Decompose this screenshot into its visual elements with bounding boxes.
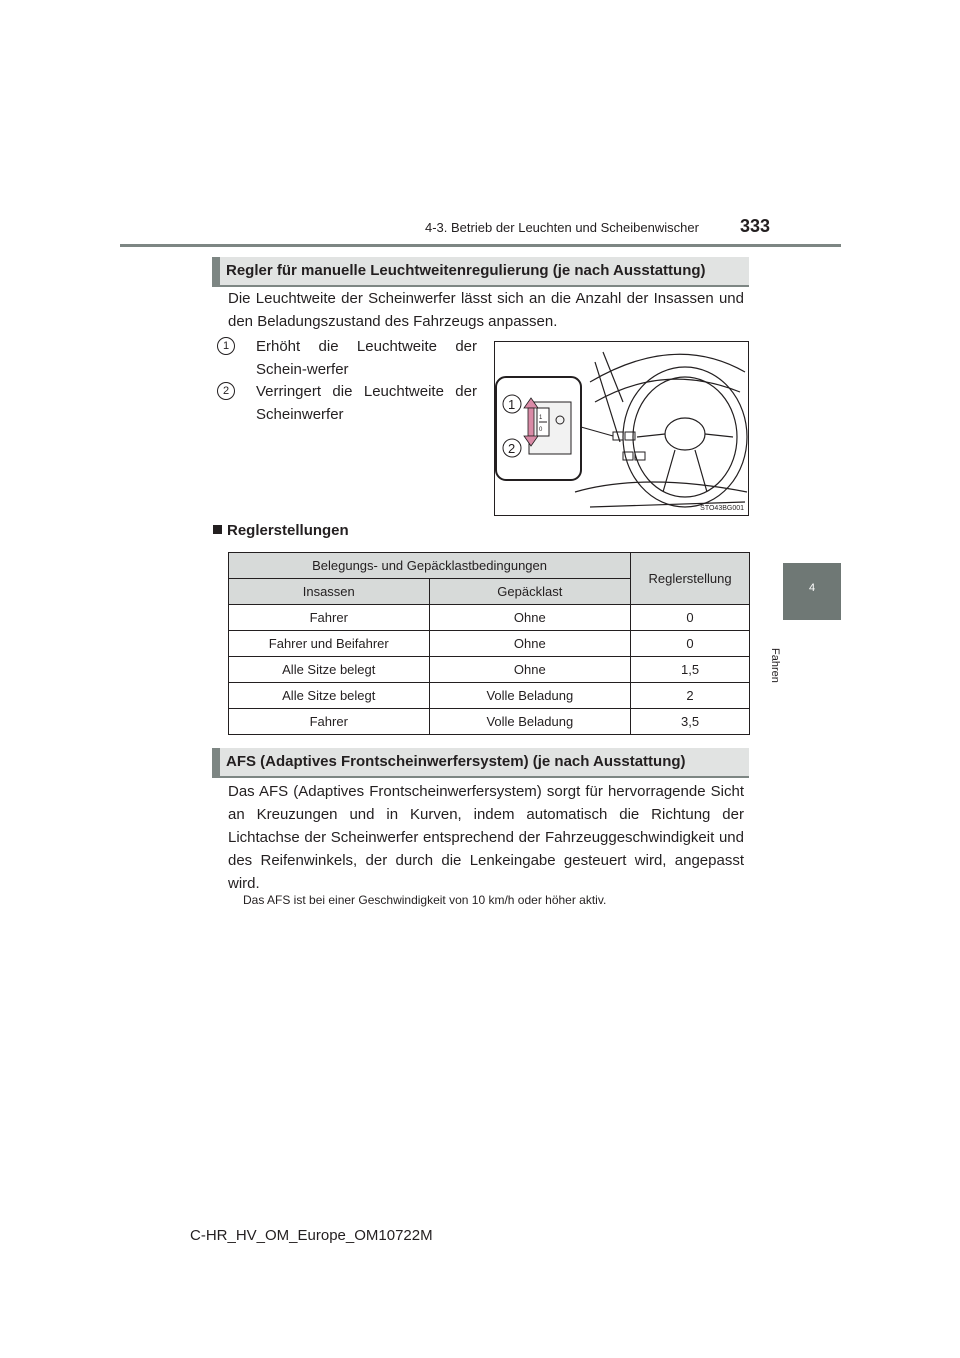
- chapter-number: 4: [808, 582, 816, 594]
- document-code: C-HR_HV_OM_Europe_OM10722M: [190, 1227, 433, 1244]
- cell-load: Ohne: [429, 605, 631, 631]
- section-heading-afs: [212, 748, 749, 778]
- table-row: [229, 709, 750, 735]
- cell-setting: 0: [631, 631, 750, 657]
- table-row: [229, 657, 750, 683]
- chapter-label: Fahren: [769, 648, 781, 683]
- table-row: [229, 683, 750, 709]
- table-row: [229, 605, 750, 631]
- heading-accent: [212, 257, 220, 287]
- cell-setting: 3,5: [631, 709, 750, 735]
- cell-setting: 0: [631, 605, 750, 631]
- dashboard-figure: [494, 341, 749, 516]
- afs-note: Das AFS ist bei einer Geschwindigkeit von 10 km/h oder höher aktiv.: [243, 893, 607, 907]
- cell-occupants: Alle Sitze belegt: [229, 683, 430, 709]
- cell-setting: 2: [631, 683, 750, 709]
- cell-occupants: Fahrer: [229, 709, 430, 735]
- cell-load: Ohne: [429, 631, 631, 657]
- figure-label-1: 1: [508, 397, 516, 412]
- section-breadcrumb: 4-3. Betrieb der Leuchten und Scheibenwischer: [425, 220, 699, 235]
- item-1-text: Erhöht die Leuchtweite der Schein-werfer: [256, 338, 477, 378]
- heading-accent: [212, 748, 220, 778]
- square-bullet-icon: [213, 525, 222, 534]
- marker-2: 2: [217, 382, 235, 400]
- dial-mark-top: 1: [539, 415, 543, 421]
- cell-load: Volle Beladung: [429, 709, 631, 735]
- afs-paragraph: Das AFS (Adaptives Frontscheinwerfersystem) sorgt für hervorragende Sicht an Kreuzungen und in Kurven, indem automatisch die Richtung der Lichtachse der Scheinwerfer entsprechend der Fahrzeuggeschwindigkeit und des Reifenwinkels, der durch die Lenkeingabe gesteuert wird, angepasst wird.: [228, 783, 744, 892]
- subheading: [213, 522, 349, 539]
- table-row: [229, 631, 750, 657]
- item-2-text: Verringert die Leuchtweite der Scheinwerfer: [256, 383, 477, 423]
- section-title-manual: Regler für manuelle Leuchtweitenregulierung (je nach Ausstattung): [226, 262, 706, 279]
- table-header-setting: Reglerstellung: [631, 553, 750, 605]
- cell-occupants: Fahrer und Beifahrer: [229, 631, 430, 657]
- dial-mark-bottom: 0: [539, 427, 543, 433]
- section-heading-manual: [212, 257, 749, 287]
- table-header-occupants: Insassen: [229, 579, 430, 605]
- settings-table: [228, 552, 750, 735]
- intro-paragraph: Die Leuchtweite der Scheinwerfer lässt sich an die Anzahl der Insassen und den Beladungszustand des Fahrzeugs anpassen.: [228, 290, 744, 330]
- figure-code: STO43BG001: [700, 505, 744, 512]
- cell-setting: 1,5: [631, 657, 750, 683]
- cell-occupants: Fahrer: [229, 605, 430, 631]
- subheading-text: Reglerstellungen: [227, 522, 349, 539]
- cell-occupants: Alle Sitze belegt: [229, 657, 430, 683]
- cell-load: Volle Beladung: [429, 683, 631, 709]
- page-number: 333: [740, 216, 771, 236]
- chapter-tab[interactable]: [783, 563, 841, 620]
- table-header-load: Gepäcklast: [429, 579, 631, 605]
- figure-label-2: 2: [508, 441, 516, 456]
- cell-load: Ohne: [429, 657, 631, 683]
- marker-1: 1: [217, 337, 235, 355]
- header-rule: [120, 244, 841, 247]
- steering-wheel-illustration: [495, 342, 748, 515]
- section-title-afs: AFS (Adaptives Frontscheinwerfersystem) (je nach Ausstattung): [226, 753, 686, 770]
- table-header-group: Belegungs- und Gepäcklastbedingungen: [229, 553, 631, 579]
